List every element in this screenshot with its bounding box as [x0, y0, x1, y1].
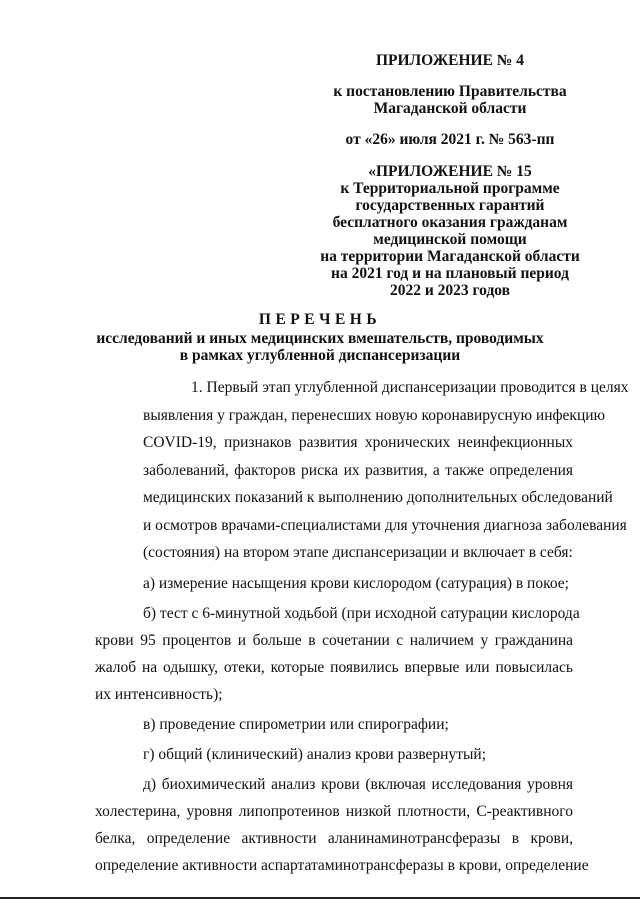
resolution-ref-line-2: Магаданской области [373, 100, 527, 117]
document-body [95, 374, 629, 879]
item-b-line: крови 95 процентов и больше в сочетании с наличием у гражданина [95, 631, 573, 649]
program-ref-line-4: медицинской помощи [373, 231, 527, 248]
item-g [95, 741, 573, 768]
paragraph-1-line: 1. Первый этап углубленной диспансеризации проводится в целях [191, 379, 629, 396]
paragraph-1-line: заболеваний, факторов риска их развития, а также определения [143, 461, 573, 479]
page-bottom-rule [0, 897, 640, 899]
item-d-line: определение активности аспартатаминотрансферазы в крови, определение [95, 856, 589, 874]
title-sub-line-2: в рамках углубленной диспансеризации [179, 347, 461, 364]
program-ref-line-6: на 2021 год и на плановый период [331, 265, 569, 282]
paragraph-1-line: выявления у граждан, перенесших новую коронавирусную инфекцию [143, 406, 606, 424]
resolution-ref-line-1: к постановлению Правительства [333, 83, 567, 100]
paragraph-1 [95, 374, 629, 567]
program-ref-line-2: государственных гарантий [355, 197, 545, 214]
program-ref-line-7: 2022 и 2023 годов [389, 282, 511, 299]
item-a [95, 570, 573, 597]
item-d-line: холестерина, уровня липопротеинов низкой плотности, С-реактивного [95, 802, 573, 820]
item-d-line: белка, определение активности аланинаминотрансферазы в крови, [95, 829, 573, 847]
item-v [95, 711, 573, 738]
paragraph-1-line: и осмотров врачами-специалистами для уточнения диагноза заболевания [143, 516, 627, 534]
program-ref-line-5: на территории Магаданской области [320, 248, 580, 265]
item-a-text: а) измерение насыщения крови кислородом (сатурация) в покое; [143, 574, 569, 592]
item-b-line: их интенсивность); [95, 685, 223, 703]
item-b [95, 600, 580, 708]
item-v-text: в) проведение спирометрии или спирографии; [143, 715, 449, 733]
item-d [95, 771, 589, 879]
program-ref-line-3: бесплатного оказания гражданам [332, 214, 568, 231]
item-b-line: б) тест с 6-минутной ходьбой (при исходной сатурации кислорода [143, 604, 580, 622]
item-d-line: д) биохимический анализ крови (включая исследования уровня [143, 775, 573, 793]
document-title [60, 310, 580, 364]
appendix-header [300, 52, 600, 299]
appendix-number: ПРИЛОЖЕНИЕ № 4 [376, 52, 524, 69]
appendix-15-number: «ПРИЛОЖЕНИЕ № 15 [368, 163, 532, 180]
item-g-text: г) общий (клинический) анализ крови развернутый; [143, 745, 487, 763]
resolution-date: от «26» июля 2021 г. № 563-пп [345, 131, 555, 148]
title-sub-line-1: исследований и иных медицинских вмешательств, проводимых [96, 330, 544, 347]
title-main: ПЕРЕЧЕНЬ [258, 311, 382, 328]
paragraph-1-line: (состояния) на втором этапе диспансеризации и включает в себя: [143, 544, 573, 561]
item-b-line: жалоб на одышку, отеки, которые появились впервые или повысилась [95, 658, 573, 676]
paragraph-1-line: медицинских показаний к выполнению дополнительных обследований [143, 489, 613, 506]
paragraph-1-line: COVID-19, признаков развития хронических неинфекционных [143, 434, 573, 451]
program-ref-line-1: к Территориальной программе [340, 180, 560, 197]
